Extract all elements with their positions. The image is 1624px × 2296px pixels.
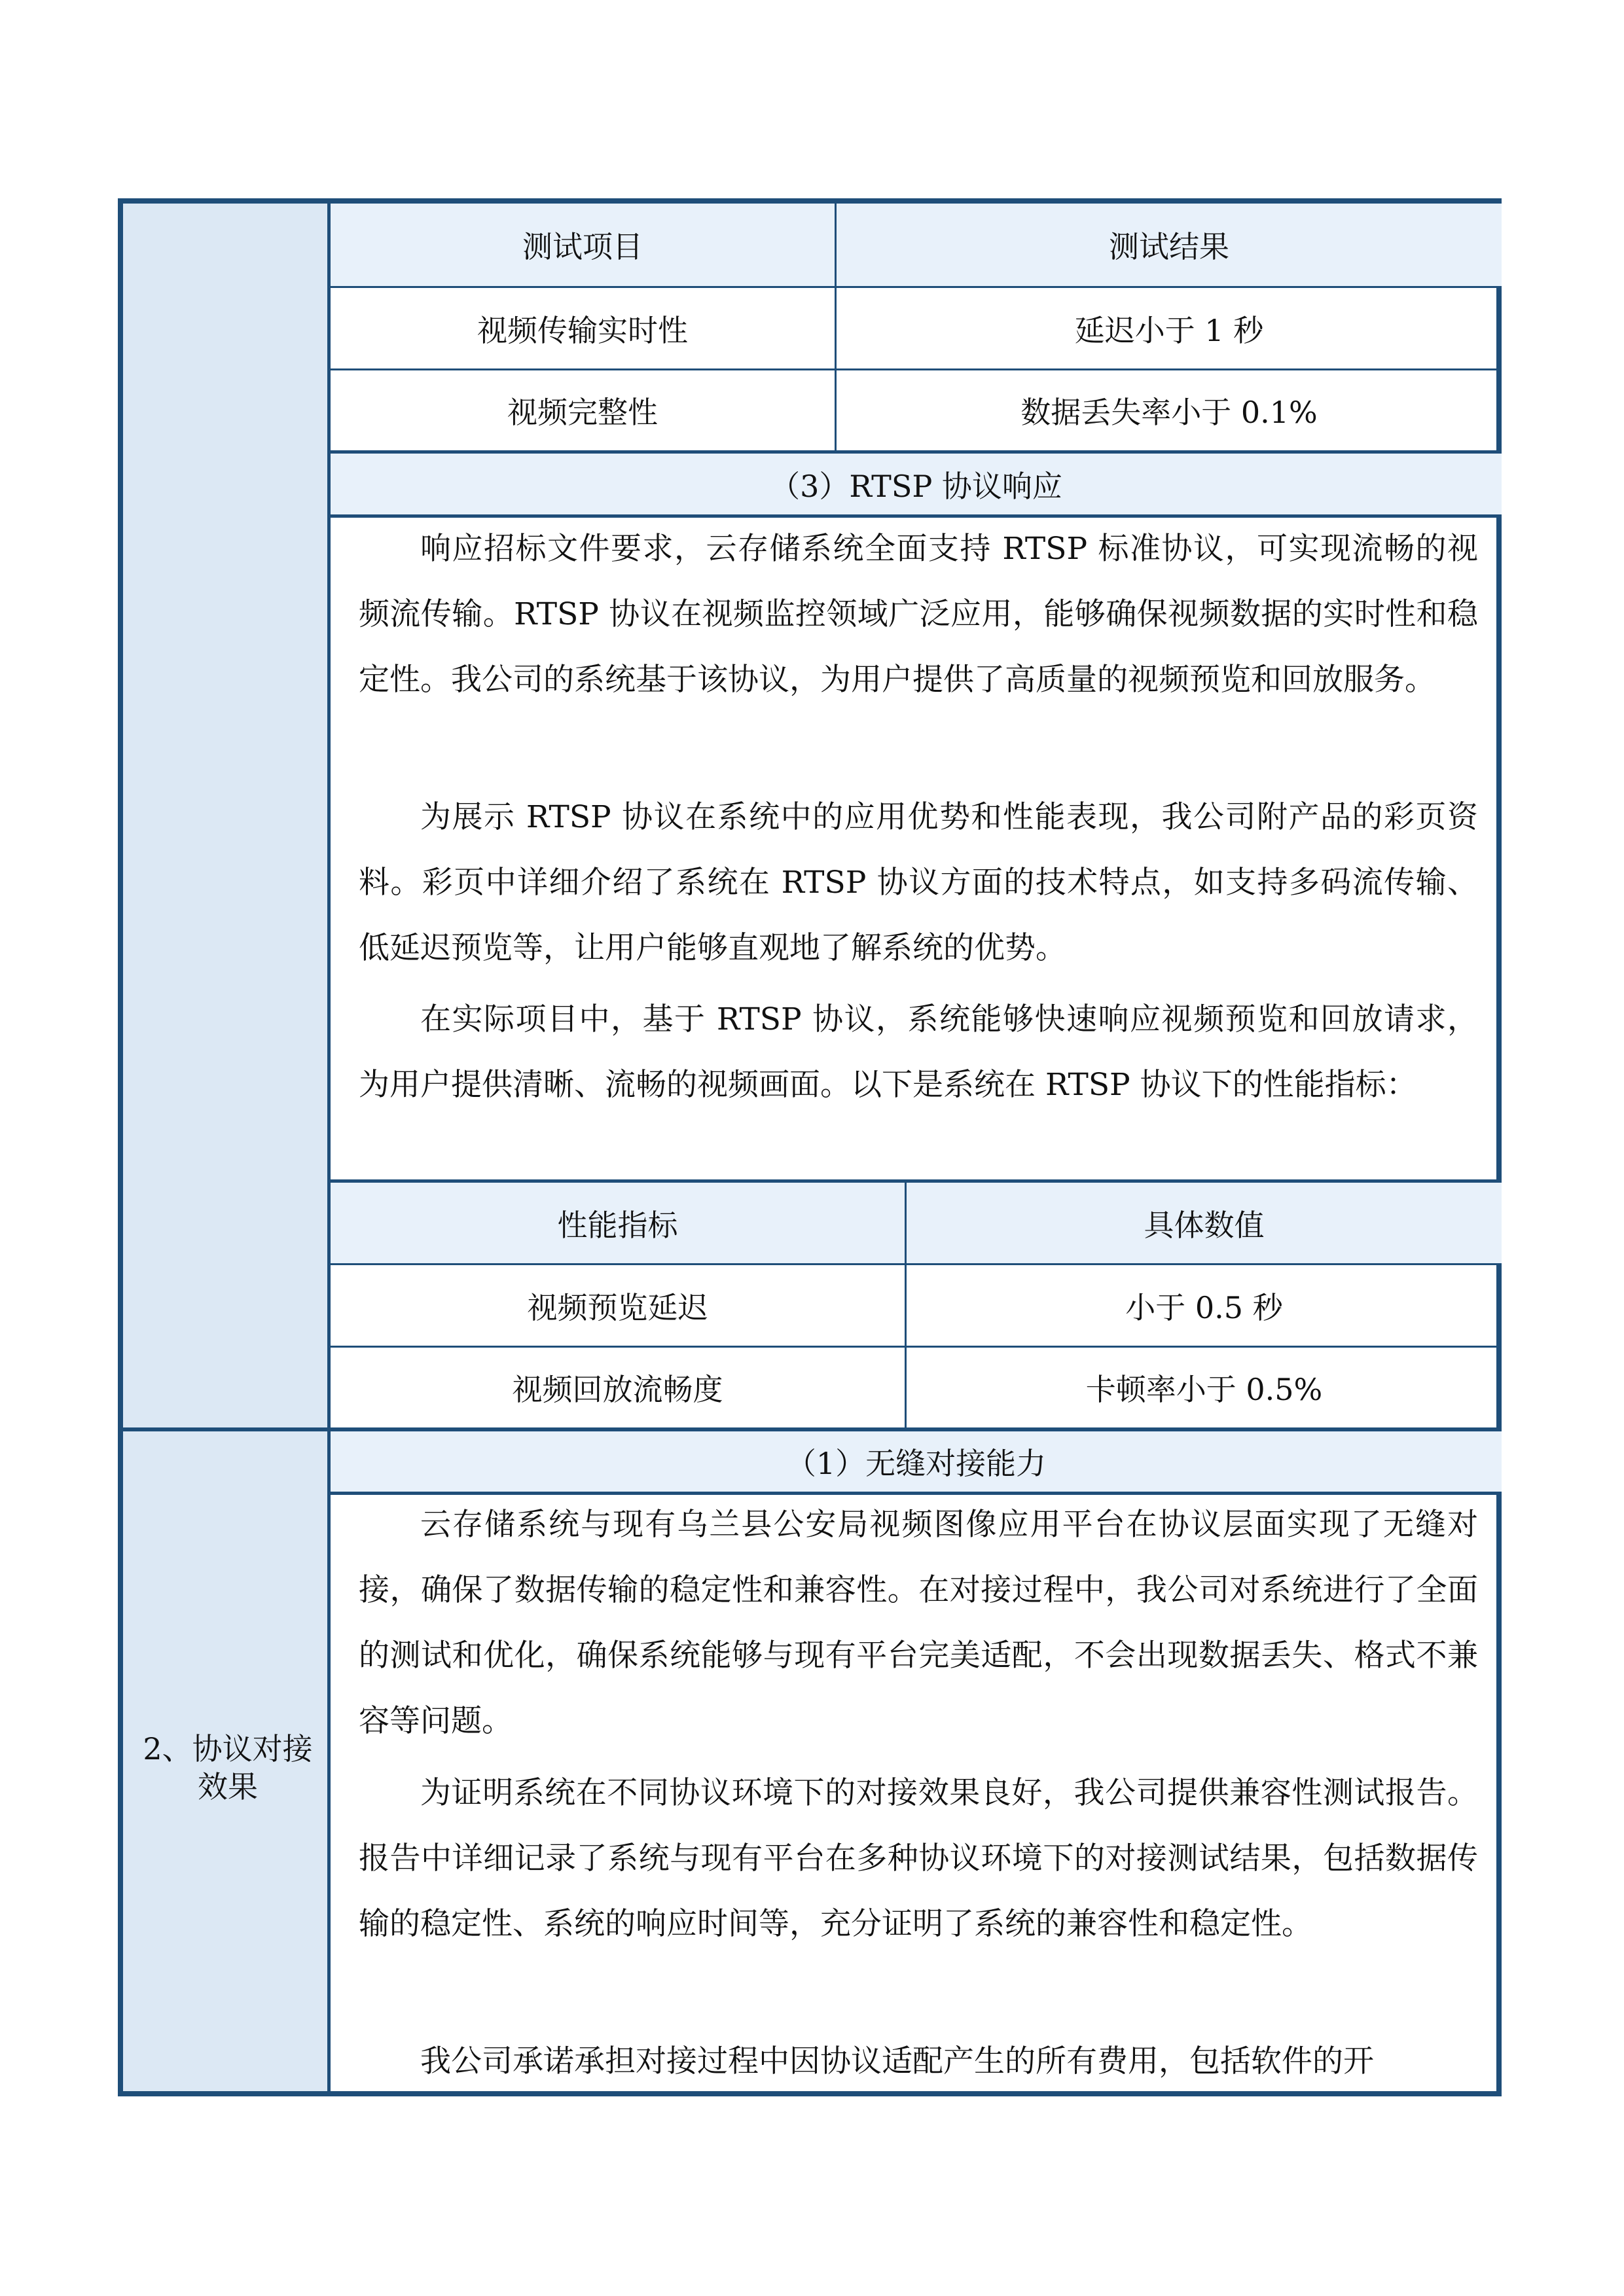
section1-paragraph-3: 我公司承诺承担对接过程中因协议适配产生的所有费用，包括软件的开 <box>420 2043 1374 2079</box>
section3-title: （3）RTSP 协议响应 <box>770 468 1062 504</box>
rule <box>835 204 837 450</box>
table2-header-metric: 性能指标 <box>557 1207 678 1243</box>
table1-row1-result: 延迟小于 1 秒 <box>1074 312 1264 348</box>
table1-row2-result: 数据丢失率小于 0.1% <box>1020 395 1318 430</box>
section3-paragraph-2: 为展示 RTSP 协议在系统中的应用优势和性能表现，我公司附产品的彩页资料。彩页中详细介绍了系统在 RTSP 协议方面的技术特点，如支持多码流传输、低延迟预览等，让用户能够直观地了解系统的优势。 <box>359 799 1478 966</box>
label-column <box>123 204 327 2091</box>
section1-paragraph-2: 为证明系统在不同协议环境下的对接效果良好，我公司提供兼容性测试报告。报告中详细记录了系统与现有平台在多种协议环境下的对接测试结果，包括数据传输的稳定性、系统的响应时间等，充分证明了系统的兼容性和稳定性。 <box>359 1775 1478 1942</box>
table1-header-item: 测试项目 <box>522 229 643 264</box>
rule <box>905 1183 907 1427</box>
table2-row2-value: 卡顿率小于 0.5% <box>1085 1372 1323 1407</box>
table1-header-result: 测试结果 <box>1109 229 1229 264</box>
table1-row1-item: 视频传输实时性 <box>477 312 688 348</box>
section-label <box>143 1730 313 1806</box>
table2-row2-metric: 视频回放流畅度 <box>512 1372 723 1407</box>
section1-title: （1）无缝对接能力 <box>785 1446 1047 1481</box>
document-table <box>118 198 1502 2096</box>
section3-paragraph-3: 在实际项目中，基于 RTSP 协议，系统能够快速响应视频预览和回放请求，为用户提供清晰、流畅的视频画面。以下是系统在 RTSP 协议下的性能指标： <box>359 1001 1478 1103</box>
section3-paragraph-1: 响应招标文件要求，云存储系统全面支持 RTSP 标准协议，可实现流畅的视频流传输。RTSP 协议在视频监控领域广泛应用，能够确保视频数据的实时性和稳定性。我公司的系统基于该协议，为用户提供了高质量的视频预览和回放服务。 <box>359 531 1478 698</box>
table2-header-value: 具体数值 <box>1144 1207 1265 1243</box>
table2-row1-metric: 视频预览延迟 <box>527 1289 708 1325</box>
table1-row2-item: 视频完整性 <box>507 395 658 430</box>
section1-paragraph-1: 云存储系统与现有乌兰县公安局视频图像应用平台在协议层面实现了无缝对接，确保了数据传输的稳定性和兼容性。在对接过程中，我公司对系统进行了全面的测试和优化，确保系统能够与现有平台完美适配，不会出现数据丢失、格式不兼容等问题。 <box>359 1507 1478 1739</box>
section-label-text: 2、协议对接效果 <box>143 1731 313 1804</box>
table2-row1-value: 小于 0.5 秒 <box>1125 1289 1283 1325</box>
